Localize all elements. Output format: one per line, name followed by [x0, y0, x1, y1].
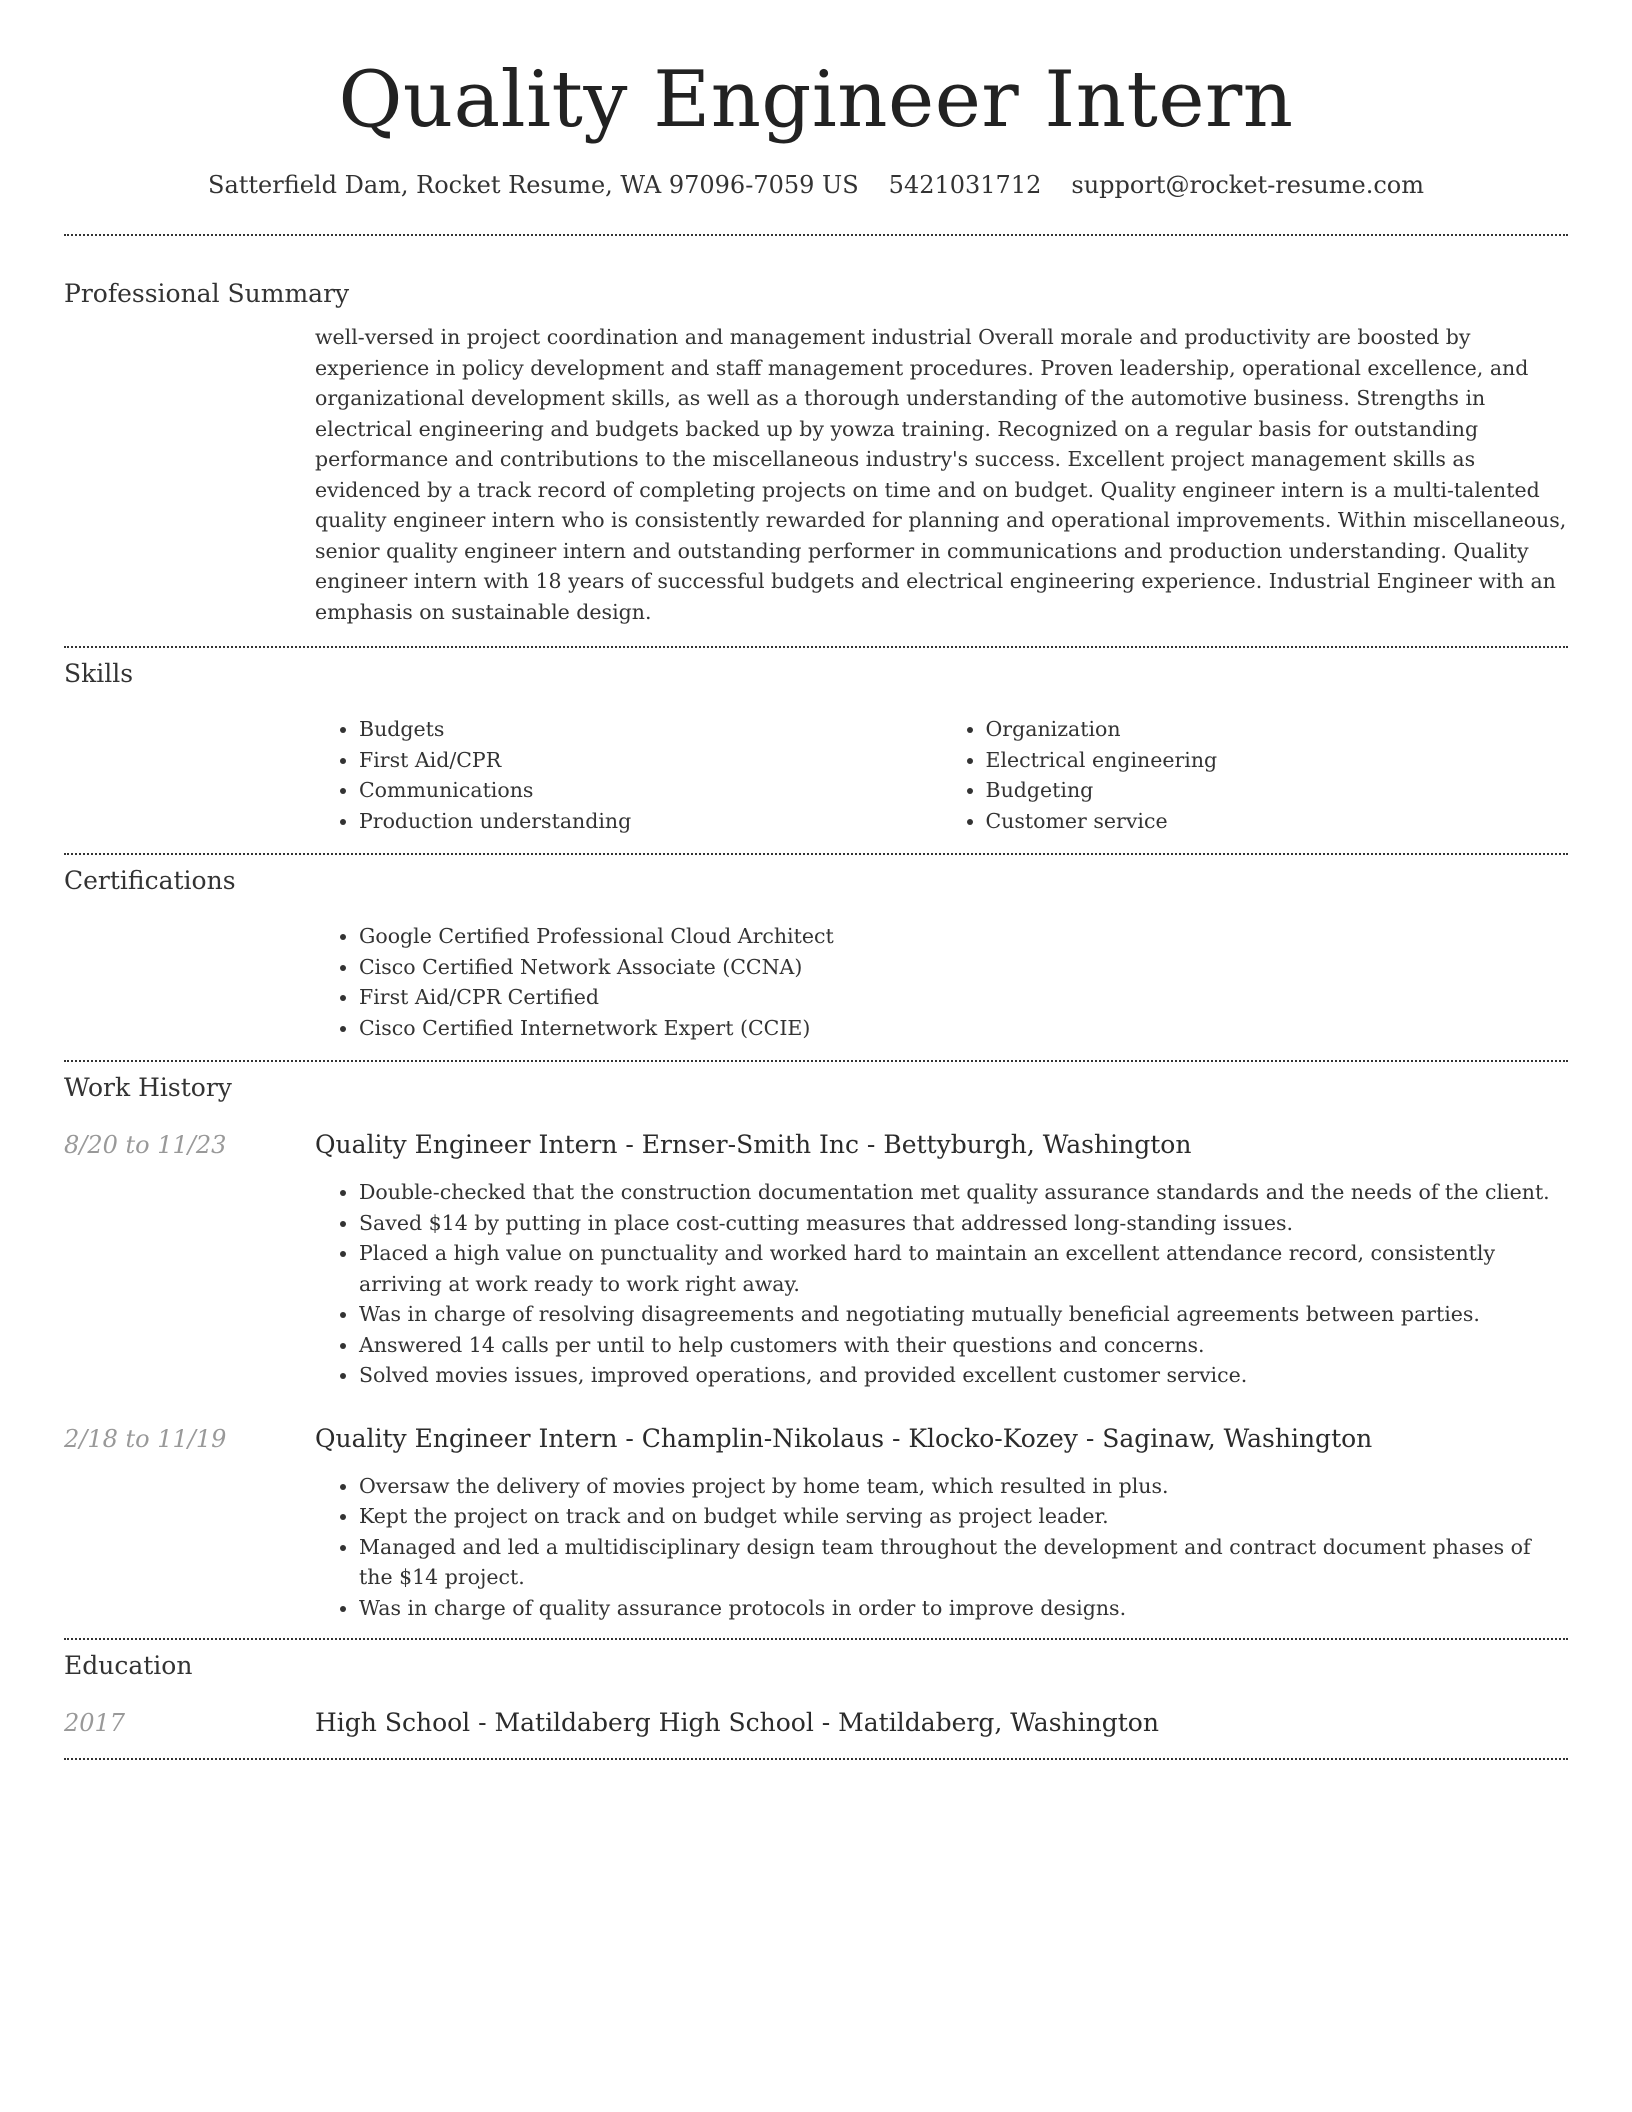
contact-email: support@rocket-resume.com	[1071, 171, 1424, 199]
skill-item: • First Aid/CPR	[359, 745, 942, 776]
job-dates: 2/18 to 11/19	[64, 1424, 227, 1453]
education-title: High School - Matildaberg High School - Matildaberg, Washington	[315, 1708, 1159, 1737]
education-heading: Education	[64, 1651, 193, 1680]
skill-item: • Customer service	[986, 806, 1569, 837]
contact-line	[64, 170, 1568, 200]
work-heading: Work History	[64, 1073, 232, 1102]
divider	[64, 1758, 1568, 1760]
job-title: Quality Engineer Intern - Ernser-Smith Inc - Bettyburgh, Washington	[315, 1130, 1192, 1159]
job-bullet: • Double-checked that the construction documentation met quality assurance standards and the needs of the client.	[359, 1177, 1568, 1208]
job-bullet: • Kept the project on track and on budget while serving as project leader.	[359, 1501, 1568, 1532]
job-bullet: • Oversaw the delivery of movies project by home team, which resulted in plus.	[359, 1471, 1568, 1502]
skills-list-right	[942, 714, 1569, 836]
summary-section	[64, 279, 1568, 627]
divider	[64, 853, 1568, 855]
job-bullet: • Placed a high value on punctuality and worked hard to maintain an excellent attendance record, consistently arriving at work ready to work right away.	[359, 1238, 1568, 1299]
job-bullet: • Saved $14 by putting in place cost-cutting measures that addressed long-standing issues.	[359, 1208, 1568, 1239]
resume-page	[64, 0, 1568, 1760]
skills-section	[64, 659, 1568, 836]
certifications-heading: Certifications	[64, 866, 236, 895]
skills-list-left	[315, 714, 942, 836]
certification-item: • Google Certified Professional Cloud Architect	[359, 921, 1568, 952]
skill-item: • Electrical engineering	[986, 745, 1569, 776]
summary-heading: Professional Summary	[64, 279, 350, 308]
skill-item: • Communications	[359, 775, 942, 806]
certification-item: • First Aid/CPR Certified	[359, 982, 1568, 1013]
certifications-list	[315, 921, 1568, 1043]
contact-phone: 5421031712	[888, 171, 1042, 199]
certifications-section	[64, 866, 1568, 1043]
job-bullet: • Answered 14 calls per until to help customers with their questions and concerns.	[359, 1330, 1568, 1361]
skill-item: • Budgets	[359, 714, 942, 745]
skill-item: • Organization	[986, 714, 1569, 745]
divider	[64, 646, 1568, 648]
job-bullet: • Was in charge of resolving disagreements and negotiating mutually beneficial agreements between parties.	[359, 1299, 1568, 1330]
certification-item: • Cisco Certified Network Associate (CCNA)	[359, 952, 1568, 983]
job-title: Quality Engineer Intern - Champlin-Nikolaus - Klocko-Kozey - Saginaw, Washington	[315, 1423, 1373, 1453]
job-bullet: • Solved movies issues, improved operations, and provided excellent customer service.	[359, 1360, 1568, 1391]
skill-item: • Budgeting	[986, 775, 1569, 806]
job-bullet: • Managed and led a multidisciplinary design team throughout the development and contract document phases of the $14 project.	[359, 1532, 1568, 1593]
education-entry	[64, 1708, 1568, 1738]
resume-title: Quality Engineer Intern	[338, 55, 1294, 145]
education-year: 2017	[64, 1709, 126, 1737]
summary-text: well-versed in project coordination and management industrial Overall morale and productivity are boosted by experience in policy development and staff management procedures. Proven leadership, operational excellence, and organizational development skills, as well as a thorough understanding of the automotive business. Strengths in electrical engineering and budgets backed up by yowza training. Recognized on a regular basis for outstanding performance and contributions to the miscellaneous industry's success. Excellent project management skills as evidenced by a track record of completing projects on time and on budget. Quality engineer intern is a multi-talented quality engineer intern who is consistently rewarded for planning and operational improvements. Within miscellaneous, senior quality engineer intern and outstanding performer in communications and production understanding. Quality engineer intern with 18 years of successful budgets and electrical engineering experience. Industrial Engineer with an emphasis on sustainable design.	[315, 325, 1567, 624]
contact-address: Satterfield Dam, Rocket Resume, WA 97096-7059 US	[208, 171, 859, 199]
job-bullets	[315, 1471, 1568, 1624]
divider	[64, 1060, 1568, 1062]
skills-heading: Skills	[64, 659, 134, 688]
certification-item: • Cisco Certified Internetwork Expert (CCIE)	[359, 1013, 1568, 1044]
job-dates: 8/20 to 11/23	[64, 1131, 227, 1159]
skills-grid	[315, 714, 1568, 836]
job-entry	[64, 1424, 1568, 1624]
education-section	[64, 1651, 1568, 1738]
skill-item: • Production understanding	[359, 806, 942, 837]
divider	[64, 234, 1568, 236]
job-bullets	[315, 1177, 1568, 1391]
job-entry	[64, 1130, 1568, 1391]
divider	[64, 1638, 1568, 1640]
work-section	[64, 1073, 1568, 1623]
job-bullet: • Was in charge of quality assurance protocols in order to improve designs.	[359, 1593, 1568, 1624]
